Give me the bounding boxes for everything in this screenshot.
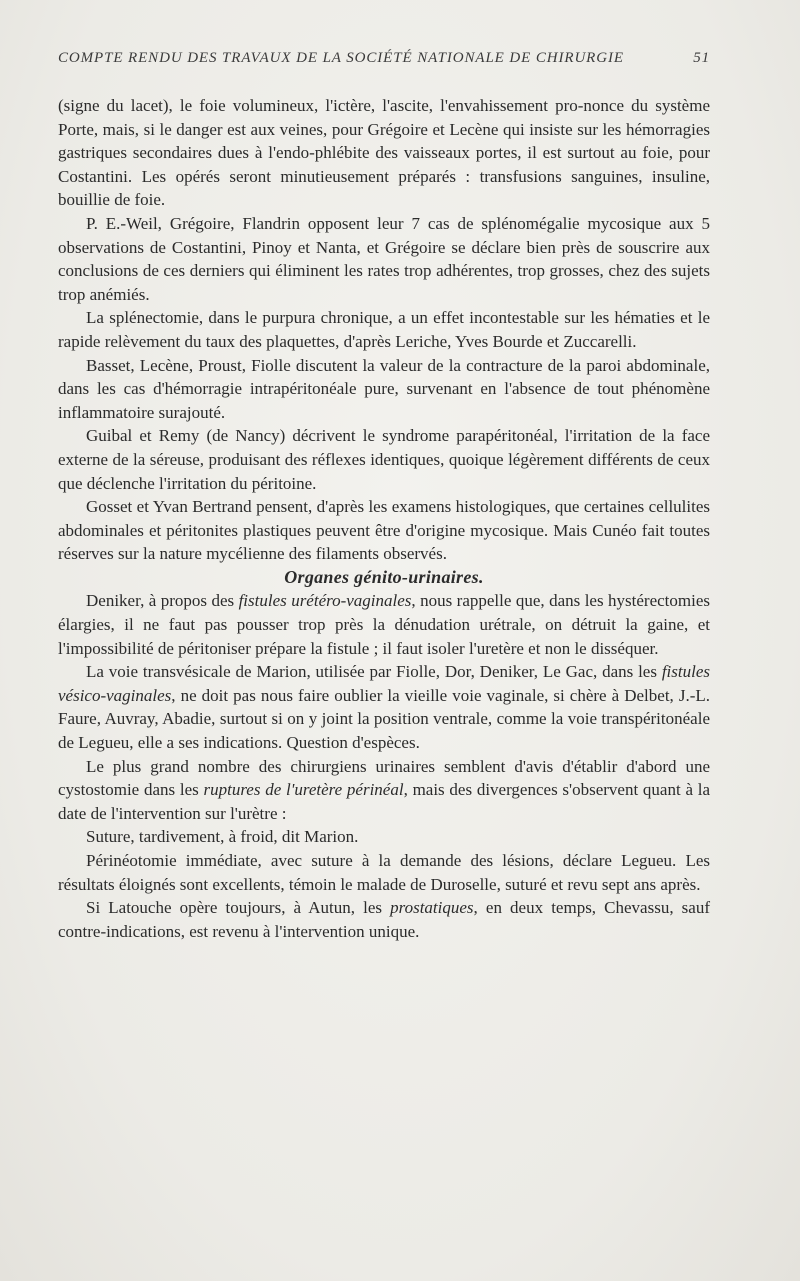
paragraph-9: [58, 755, 710, 826]
paragraph-6: Gosset et Yvan Bertrand pensent, d'après les examens histologiques, que certaines cellulites abdominales et péritonites plastiques peuvent être d'origine mycosique. Mais Cunéo fait toutes réserves sur la nature mycélienne des filaments observés.: [58, 497, 710, 564]
paragraph-1: (signe du lacet), le foie volumineux, l'ictère, l'ascite, l'envahissement pro-nonce du système Porte, mais, si le danger est aux veines, pour Grégoire et Lecène qui insiste sur les hémorragies gastriques secondaires dues à l'endo-phlébite des vaisseaux portes, il est surtout au foie, pour Costantini. Les opérés seront minutieusement préparés : transfusions sanguines, insuline, bouillie de foie.: [58, 96, 710, 210]
section-title: Organes génito-urinaires.: [284, 566, 484, 587]
running-header: [58, 50, 710, 67]
p8-italic: fistules vésico-vaginales: [58, 662, 710, 705]
p9-text-a: Le plus grand nombre des chirurgiens urinaires semblent d'avis d'établir d'abord une cystostomie dans les: [58, 756, 710, 800]
paragraph-11: Périnéotomie immédiate, avec suture à la demande des lésions, déclare Legueu. Les résultats éloignés sont excellents, témoin le malade de Duroselle, suturé et revu sept ans après.: [58, 851, 710, 894]
p7-text-a: Deniker, à propos des: [86, 591, 239, 611]
p12-italic: prostatiques: [390, 898, 474, 918]
p8-text-a: La voie transvésicale de Marion, utilisée par Fiolle, Dor, Deniker, Le Gac, dans les: [86, 662, 662, 682]
p12-text-b: , en deux temps, Chevassu, sauf contre-indications, est revenu à l'intervention unique.: [58, 898, 710, 941]
paragraph-10: Suture, tardivement, à froid, dit Marion.: [86, 827, 359, 847]
p9-text-b: , mais des divergences s'observent quant à la date de l'intervention sur l'urètre :: [58, 780, 710, 823]
p12-text-a: Si Latouche opère toujours, à Autun, les: [86, 898, 391, 918]
running-title: COMPTE RENDU DES TRAVAUX DE LA SOCIÉTÉ NATIONALE DE CHIRURGIE: [58, 50, 624, 66]
paragraph-3: La splénectomie, dans le purpura chronique, a un effet incontestable sur les hématies et le rapide relèvement du taux des plaquettes, d'après Leriche, Yves Bourde et Zuccarelli.: [58, 308, 710, 351]
paragraph-8: [58, 660, 710, 754]
paragraph-2: P. E.-Weil, Grégoire, Flandrin opposent leur 7 cas de splénomégalie mycosique aux 5 observations de Costantini, Pinoy et Nanta, et Grégoire se déclare bien près de souscrire aux conclusions de ces derniers qui éliminent les rates trop adhérentes, trop grosses, chez des sujets trop anémiés.: [58, 213, 710, 304]
p7-italic: fistules urétéro-vaginales: [238, 591, 412, 611]
p7-text-b: , nous rappelle que, dans les hystérectomies élargies, il ne faut pas pousser trop près la dénudation urétrale, on détruit la gaine, et l'impossibilité de péritoniser prépare la fistule ; il faut isoler l'uretère et non le disséquer.: [58, 591, 710, 658]
body-text: [58, 94, 710, 943]
paragraph-12: [58, 896, 710, 943]
p9-italic: ruptures de l'uretère périnéal: [203, 780, 404, 800]
p8-text-b: , ne doit pas nous faire oublier la vieille voie vaginale, si chère à Delbet, J.-L. Faure, Auvray, Abadie, surtout si on y joint la position ventrale, comme la voie transpéritonéale de Legueu, elle a ses indications. Question d'espèces.: [58, 685, 710, 753]
paragraph-5: Guibal et Remy (de Nancy) décrivent le syndrome parapéritonéal, l'irritation de la face externe de la séreuse, produisant des réflexes identiques, quoique légèrement différents de ceux que déclenche l'irritation du péritoine.: [58, 426, 710, 493]
paragraph-4: Basset, Lecène, Proust, Fiolle discutent la valeur de la contracture de la paroi abdominale, dans les cas d'hémorragie intrapéritonéale pure, survenant en l'absence de tout phénomène inflammatoire surajouté.: [58, 355, 710, 422]
page-number: 51: [693, 50, 710, 66]
paragraph-7: [58, 589, 710, 660]
